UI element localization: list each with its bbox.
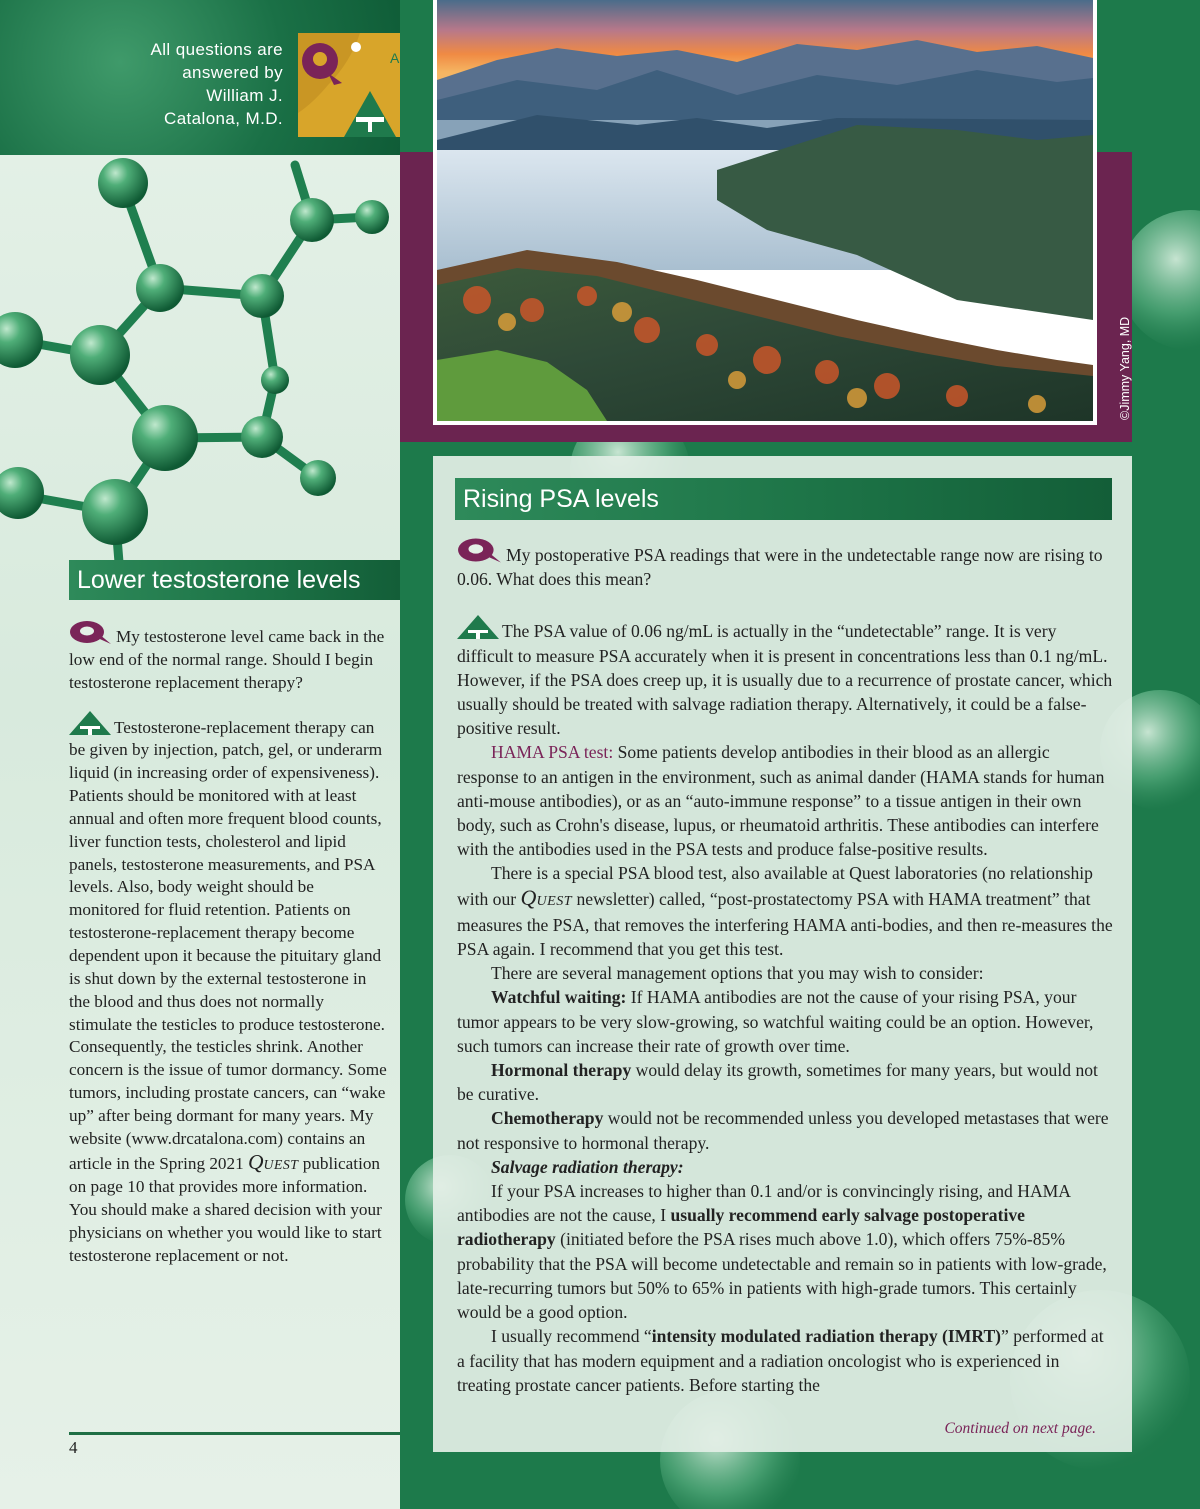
chemo-text: would not be recommended unless you developed metastases that were not responsive to hormonal therapy. <box>457 1108 1109 1153</box>
left-answer <box>69 711 387 1268</box>
imrt-emphasis: intensity modulated radiation therapy (IMRT) <box>651 1326 1002 1347</box>
left-question <box>69 620 387 695</box>
hormonal-paragraph <box>457 1058 1113 1106</box>
byline <box>63 38 283 130</box>
answer-badge-icon <box>457 615 499 639</box>
salvage-heading <box>457 1155 1113 1179</box>
byline-line: Catalona, M.D. <box>164 109 283 128</box>
landscape-photo <box>437 0 1093 421</box>
answer-intro-text: The PSA value of 0.06 ng/mL is actually in the “undetectable” range. It is very difficult to measure PSA accurately when it is present in concentrations less than 0.1 ng/mL. However, if the PSA does creep up, it is usually due to a recurrence of prostate cancer, which usually should be treated with salvage radiation therapy. Alternatively, it could be a false-positive result. <box>457 621 1113 739</box>
left-article-body <box>69 620 387 1268</box>
svg-text:A: A <box>390 50 400 66</box>
imrt-paragraph <box>457 1324 1113 1397</box>
options-intro: There are several management options that you may wish to consider: <box>491 963 984 984</box>
photo-credit: ©Jimmy Yang, MD <box>1118 316 1132 420</box>
quest-wordmark: QUEST <box>520 884 573 910</box>
byline-line: William J. <box>206 86 283 105</box>
left-article-heading: Lower testosterone levels <box>69 560 400 600</box>
watchful-label: Watchful waiting: <box>491 987 627 1008</box>
continued-note: Continued on next page. <box>944 1420 1096 1437</box>
right-article-heading: Rising PSA levels <box>455 478 1112 520</box>
right-answer-intro <box>457 615 1113 740</box>
left-answer-text: Testosterone-replacement therapy can be given by injection, patch, gel, or underarm liquid (in increasing order of expensiveness). Patients should be monitored with at least annual and often more frequent blood counts, liver function tests, cholesterol and lipid panels, testosterone measurements, and PSA levels. Also, body weight should be monitored for fluid retention. Patients on testosterone-replacement therapy become dependent upon it because the pituitary gland is shut down by the external testosterone in the blood and thus does not normally stimulate the testicles to produce testosterone. Consequently, the testicles shrink. Another concern is the issue of tumor dormancy. Some tumors, including prostate cancers, can “wake up” after being dormant for many years. My website (www.drcatalona.com) contains an article in the Spring 2021 <box>69 717 387 1173</box>
chemo-label: Chemotherapy <box>491 1108 604 1129</box>
right-article-body <box>457 537 1113 1397</box>
salvage-text-cont: (initiated before the PSA rises much above 1.0), which offers 75%-85% probability that the PSA will become undetectable and remain so in patients with low-grade, late-recurring tumors but 50% to 65% in patients with high-grade tumors. This certainly would be a good option. <box>457 1229 1107 1323</box>
left-answer-text-cont: publication on page 10 that provides more information. You should make a shared decision with your physicians on whether you would like to start testosterone replacement or not. <box>69 1153 382 1265</box>
hama-paragraph <box>457 740 1113 861</box>
quest-wordmark: QUEST <box>248 1149 299 1174</box>
question-badge-icon <box>457 537 503 563</box>
right-question-text: My postoperative PSA readings that were in the undetectable range now are rising to 0.06. What does this mean? <box>457 545 1103 590</box>
chemo-paragraph <box>457 1106 1113 1154</box>
special-test-text: There is a special PSA blood test, also available at Quest laboratories (no relationship with our <box>457 863 1093 909</box>
molecule-illustration <box>0 155 400 575</box>
hormonal-label: Hormonal therapy <box>491 1060 632 1081</box>
page-number: 4 <box>69 1438 78 1457</box>
imrt-text: I usually recommend “ <box>491 1326 652 1347</box>
page-footer-rule <box>69 1432 400 1435</box>
watchful-paragraph <box>457 985 1113 1058</box>
hama-text: Some patients develop antibodies in their blood as an allergic response to an antigen in the environment, such as animal dander (HAMA stands for human anti-mouse antibodies), or as an “auto-immune response” to a tissue antigen in their own body, such as Crohn's disease, lupus, or rheumatoid arthritis. These antibodies can interfere with the antibodies used in the PSA tests and produce false-positive results. <box>457 742 1105 860</box>
special-test-text-cont: newsletter) called, “post-prostatectomy PSA with HAMA treatment” that measures the PSA, that removes the interfering HAMA anti-bodies, and then re-measures the PSA again. I recommend that you get this test. <box>457 888 1113 960</box>
salvage-paragraph <box>457 1179 1113 1324</box>
byline-line: answered by <box>182 63 283 82</box>
salvage-emphasis: usually recommend early salvage postoperative radiotherapy <box>457 1205 1025 1250</box>
right-question <box>457 537 1113 591</box>
left-question-text: My testosterone level came back in the low end of the normal range. Should I begin testosterone replacement therapy? <box>69 627 385 692</box>
byline-line: All questions are <box>150 40 283 59</box>
salvage-text: If your PSA increases to higher than 0.1 and/or is convincingly rising, and HAMA antibodies are not the cause, I <box>457 1181 1071 1226</box>
watchful-text: If HAMA antibodies are not the cause of your rising PSA, your tumor appears to be very slow-growing, so watchful waiting could be an option. However, such tumors can increase their rate of growth over time. <box>457 987 1094 1056</box>
hormonal-text: would delay its growth, sometimes for many years, but would not be curative. <box>457 1060 1098 1105</box>
salvage-label: Salvage radiation therapy: <box>491 1156 684 1177</box>
answer-badge-icon <box>69 711 111 735</box>
qa-logo <box>298 33 400 137</box>
special-test-paragraph <box>457 861 1113 961</box>
hama-label: HAMA PSA test: <box>491 742 614 763</box>
qa-logo-icon <box>298 33 400 137</box>
question-badge-icon <box>69 620 113 644</box>
imrt-text-cont: ” performed at a facility that has modern equipment and a radiation oncologist who is experienced in treating prostate cancer patients. Before starting the <box>457 1326 1104 1395</box>
